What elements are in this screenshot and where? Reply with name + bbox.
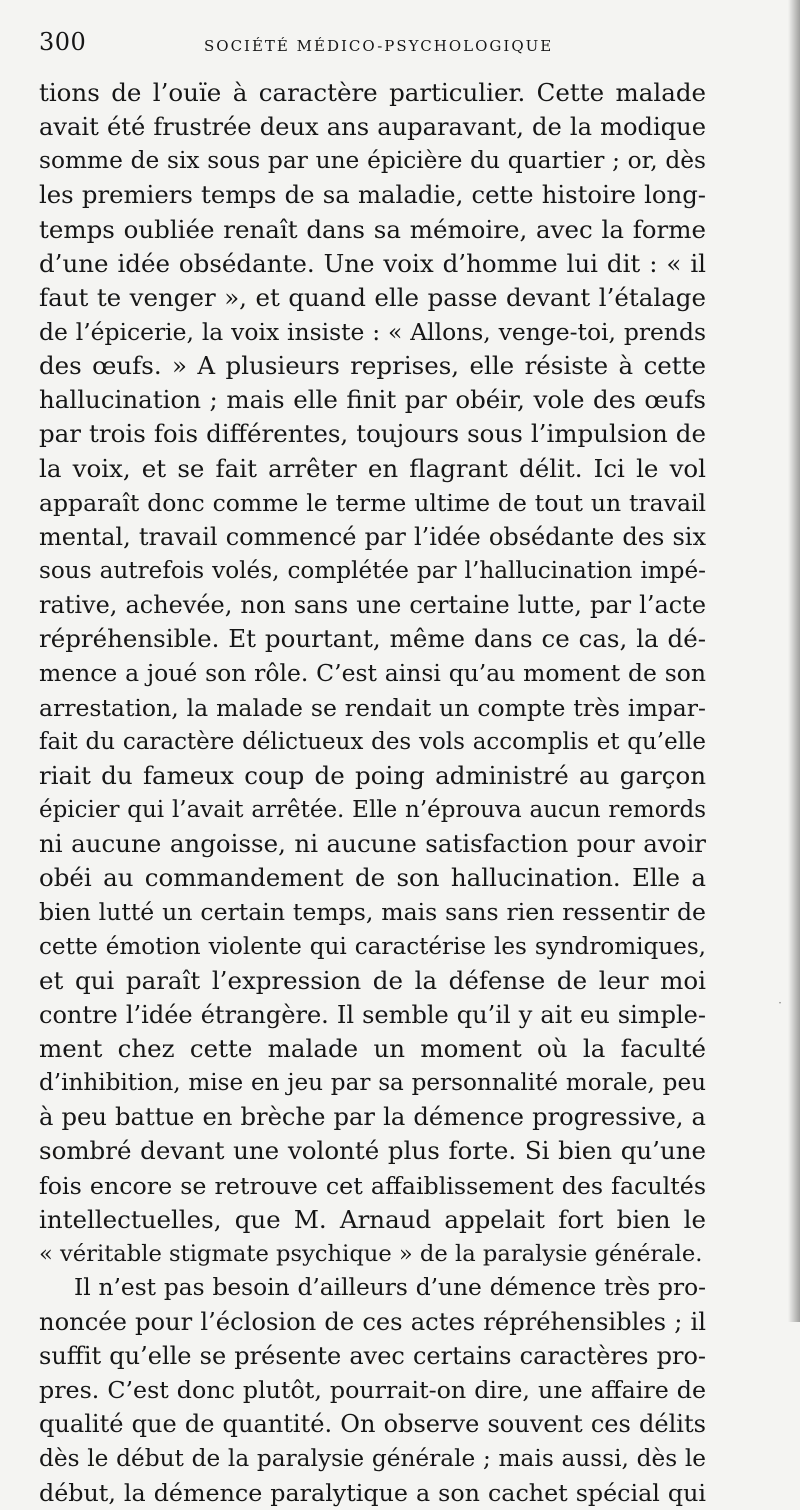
text-line: qualité que de quantité. On observe souvent ces délits: [39, 1410, 706, 1439]
text-line: fait du caractère délictueux des vols accomplis et qu’elle: [39, 728, 706, 755]
text-line: apparaît donc comme le terme ultime de tout un travail: [39, 488, 706, 517]
text-line: d’une idée obsédante. Une voix d’homme lui dit : « il: [39, 248, 706, 278]
text-line: sous autrefois volés, complétée par l’hallucination impé-: [39, 557, 706, 584]
text-line: faut te venger », et quand elle passe devant l’étalage: [39, 282, 706, 312]
scan-speck: ·: [778, 996, 782, 1010]
text-line: contre l’idée étrangère. Il semble qu’il y ait eu simple-: [39, 1000, 706, 1029]
text-line: par trois fois différentes, toujours sous l’impulsion de: [39, 419, 706, 449]
page-edge-shadow: [788, 0, 800, 1322]
text-line: et qui paraît l’expression de la défense de leur moi: [39, 965, 706, 995]
page-header: [39, 28, 714, 64]
text-line: la voix, et se fait arrêter en flagrant délit. Ici le vol: [39, 453, 706, 483]
text-line: mental, travail commencé par l’idée obsédante des six: [39, 522, 706, 551]
text-line: obéi au commandement de son hallucination. Elle a: [39, 863, 706, 893]
text-line: début, la démence paralytique a son cachet spécial qui: [39, 1478, 706, 1507]
text-line: sombré devant une volonté plus forte. Si bien qu’une: [39, 1136, 706, 1166]
body-text: [39, 76, 706, 1510]
text-line: riait du fameux coup de poing administré au garçon: [39, 760, 706, 790]
text-line: ment chez cette malade un moment où la faculté: [39, 1033, 706, 1063]
text-line: les premiers temps de sa maladie, cette histoire long-: [39, 180, 706, 210]
text-line: des œufs. » A plusieurs reprises, elle résiste à cette: [39, 351, 706, 381]
text-line: arrestation, la malade se rendait un compte très impar-: [39, 693, 706, 722]
text-line: rative, achevée, non sans une certaine lutte, par l’acte: [39, 591, 706, 620]
text-line: ni aucune angoisse, ni aucune satisfaction pour avoir: [39, 829, 706, 859]
text-line: de l’épicerie, la voix insiste : « Allons, venge-toi, prends: [39, 317, 706, 346]
text-line: suffit qu’elle se présente avec certains caractères pro-: [39, 1342, 706, 1371]
text-line: dès le début de la paralysie générale ; mais aussi, dès le: [39, 1444, 706, 1472]
text-line: temps oubliée renaît dans sa mémoire, avec la forme: [39, 214, 706, 244]
text-line: somme de six sous par une épicière du quartier ; or, dès: [39, 147, 706, 175]
text-line: intellectuelles, que M. Arnaud appelait fort bien le: [39, 1204, 706, 1234]
text-line: mence a joué son rôle. C’est ainsi qu’au moment de son: [39, 659, 706, 688]
text-line: hallucination ; mais elle finit par obéir, vole des œufs: [39, 385, 706, 415]
text-line: pres. C’est donc plutôt, pourrait-on dire, une affaire de: [39, 1376, 706, 1405]
text-line: répréhensible. Et pourtant, même dans ce cas, la dé-: [39, 624, 706, 654]
running-head: SOCIÉTÉ MÉDICO-PSYCHOLOGIQUE: [204, 37, 554, 55]
text-line: cette émotion violente qui caractérise les syndromiques,: [39, 933, 706, 960]
text-line: tions de l’ouïe à caractère particulier. Cette malade: [39, 78, 706, 107]
text-line: bien lutté un certain temps, mais sans rien ressentir de: [39, 898, 706, 927]
page-number: 300: [39, 28, 87, 56]
text-line: à peu battue en brèche par la démence progressive, a: [39, 1103, 706, 1132]
text-line: épicier qui l’avait arrêtée. Elle n’éprouva aucun remords: [39, 796, 706, 823]
text-line: avait été frustrée deux ans auparavant, de la modique: [39, 113, 706, 142]
text-line: noncée pour l’éclosion de ces actes répréhensibles ; il: [39, 1308, 706, 1337]
paragraph-end-line: « véritable stigmate psychique » de la paralysie générale.: [39, 1240, 703, 1267]
text-line: d’inhibition, mise en jeu par sa personnalité morale, peu: [39, 1070, 706, 1097]
text-line: fois encore se retrouve cet affaiblissement des facultés: [39, 1171, 706, 1200]
paragraph-start-line: Il n’est pas besoin d’ailleurs d’une démence très pro-: [74, 1273, 706, 1301]
